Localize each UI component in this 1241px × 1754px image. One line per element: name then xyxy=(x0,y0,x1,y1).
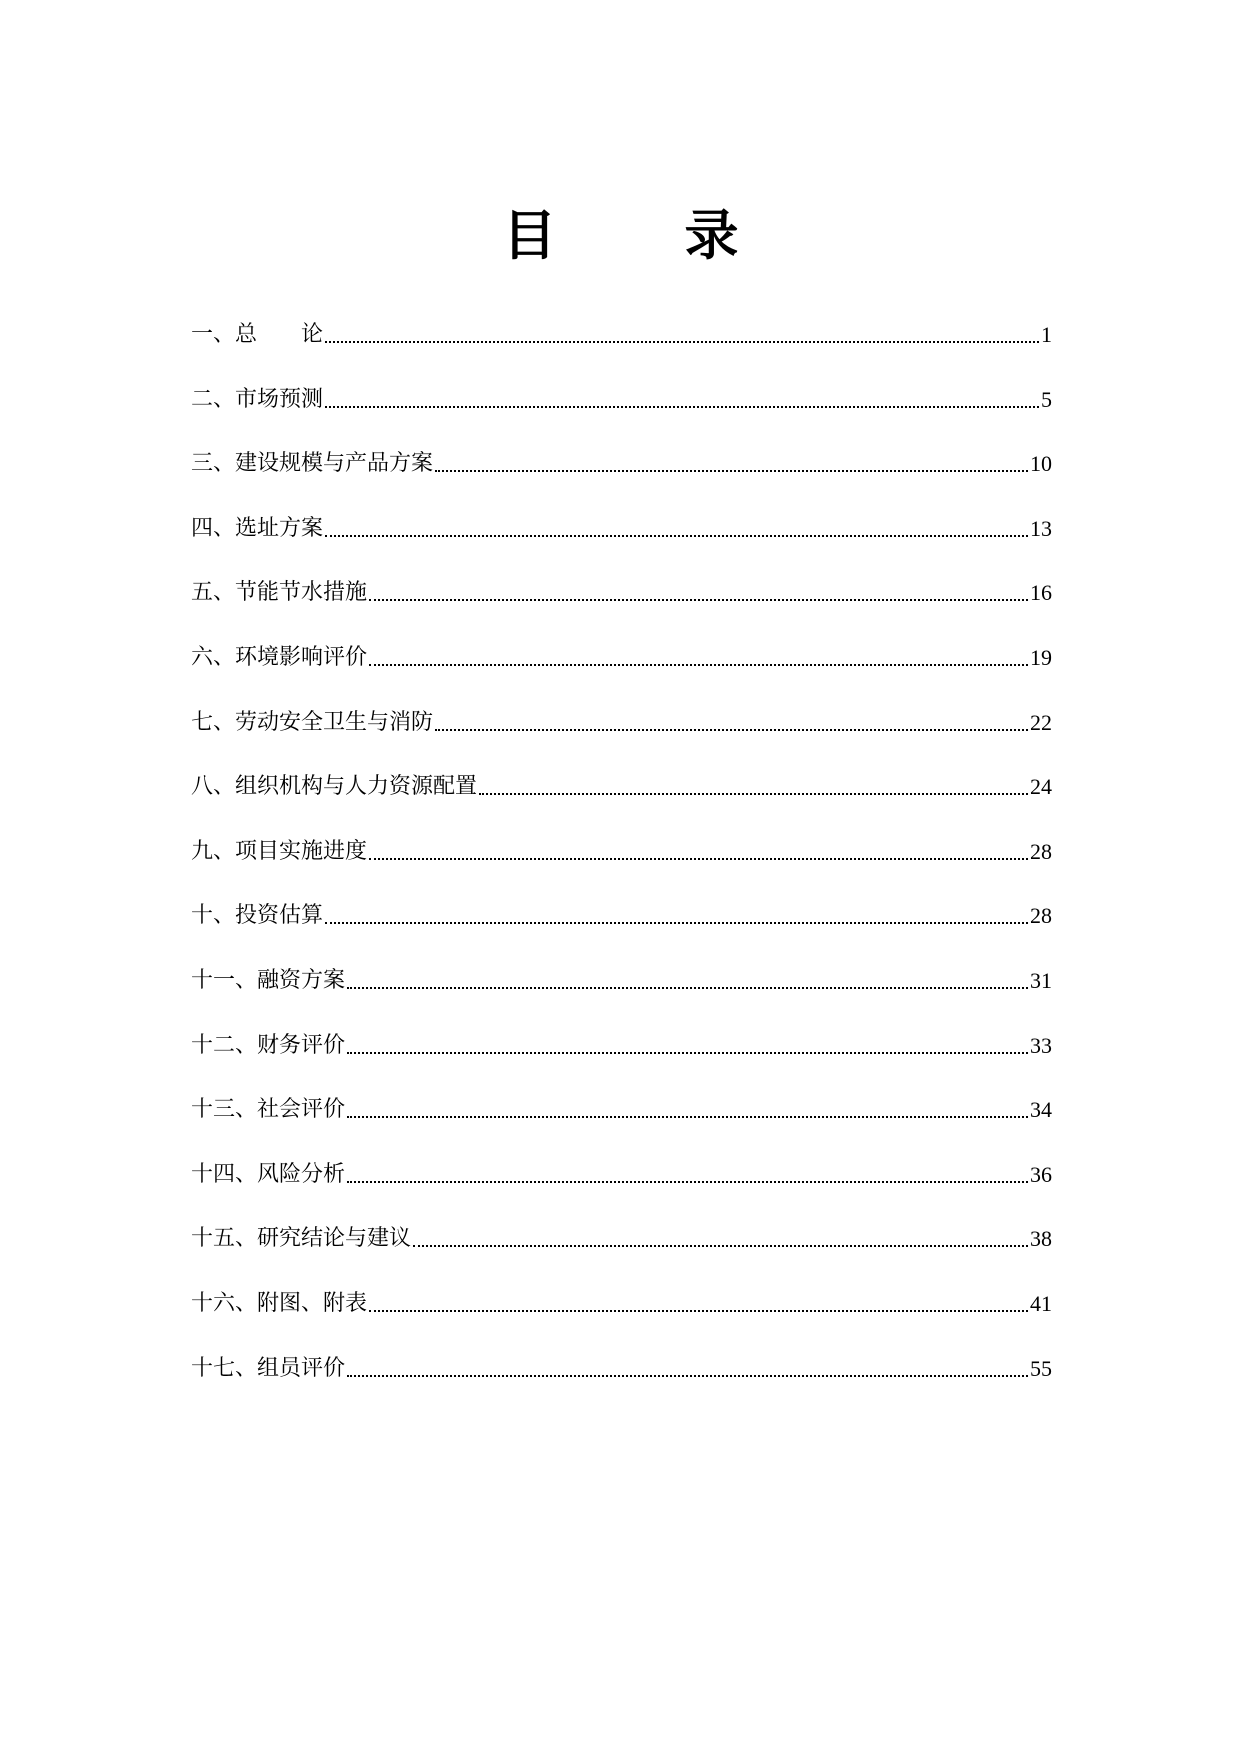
toc-dot-leader xyxy=(369,642,1028,666)
toc-entry-page-number: 13 xyxy=(1030,515,1052,541)
toc-entry-title: 三、建设规模与产品方案 xyxy=(191,451,434,477)
toc-entry-page-number: 24 xyxy=(1030,774,1052,800)
toc-entry[interactable] xyxy=(191,384,1052,449)
toc-entry[interactable] xyxy=(191,1159,1052,1224)
toc-dot-leader xyxy=(347,1094,1028,1118)
toc-entry-title: 七、劳动安全卫生与消防 xyxy=(191,709,434,735)
toc-entry[interactable] xyxy=(191,836,1052,901)
toc-entry-page-number: 34 xyxy=(1030,1097,1052,1123)
page-title xyxy=(0,204,1241,268)
toc-dot-leader xyxy=(325,319,1039,343)
toc-dot-leader xyxy=(369,1288,1028,1312)
toc-entry-title: 六、环境影响评价 xyxy=(191,644,368,670)
toc-entry-title: 十四、风险分析 xyxy=(191,1161,346,1187)
toc-dot-leader xyxy=(347,1030,1028,1054)
toc-entry[interactable] xyxy=(191,577,1052,642)
toc-dot-leader xyxy=(325,384,1039,408)
toc-entry-page-number: 41 xyxy=(1030,1290,1052,1316)
toc-entry-page-number: 31 xyxy=(1030,967,1052,993)
toc-entry-title: 十二、财务评价 xyxy=(191,1032,346,1058)
toc-entry[interactable] xyxy=(191,900,1052,965)
toc-entry-title: 二、市场预测 xyxy=(191,386,324,412)
toc-entry-title: 九、项目实施进度 xyxy=(191,838,368,864)
toc-entry[interactable] xyxy=(191,513,1052,578)
toc-entry-page-number: 36 xyxy=(1030,1161,1052,1187)
toc-entry-title: 一、总 论 xyxy=(191,322,324,347)
toc-entry-page-number: 28 xyxy=(1030,838,1052,864)
table-of-contents xyxy=(191,319,1052,1417)
toc-entry[interactable] xyxy=(191,1030,1052,1095)
toc-dot-leader xyxy=(347,965,1028,989)
toc-entry-page-number: 10 xyxy=(1030,451,1052,477)
toc-entry[interactable] xyxy=(191,642,1052,707)
toc-entry-title: 十三、社会评价 xyxy=(191,1097,346,1123)
toc-dot-leader xyxy=(369,836,1028,860)
toc-dot-leader xyxy=(347,1159,1028,1183)
toc-dot-leader xyxy=(435,448,1028,472)
toc-entry-page-number: 22 xyxy=(1030,709,1052,735)
toc-entry-title: 十七、组员评价 xyxy=(191,1355,346,1381)
toc-entry[interactable] xyxy=(191,1353,1052,1418)
toc-entry[interactable] xyxy=(191,1288,1052,1353)
toc-entry[interactable] xyxy=(191,1094,1052,1159)
toc-entry-page-number: 16 xyxy=(1030,580,1052,606)
toc-dot-leader xyxy=(435,707,1028,731)
toc-entry-page-number: 19 xyxy=(1030,644,1052,670)
toc-entry-page-number: 1 xyxy=(1041,322,1052,347)
toc-entry-page-number: 38 xyxy=(1030,1226,1052,1252)
toc-entry-title: 十、投资估算 xyxy=(191,903,324,929)
toc-dot-leader xyxy=(479,771,1028,795)
toc-entry[interactable] xyxy=(191,448,1052,513)
toc-entry-title: 十一、融资方案 xyxy=(191,967,346,993)
toc-entry-title: 五、节能节水措施 xyxy=(191,580,368,606)
toc-dot-leader xyxy=(413,1223,1028,1247)
toc-entry[interactable] xyxy=(191,1223,1052,1288)
page-title-char-2: 录 xyxy=(684,204,739,268)
toc-entry-title: 八、组织机构与人力资源配置 xyxy=(191,774,478,800)
toc-entry-title: 四、选址方案 xyxy=(191,515,324,541)
toc-dot-leader xyxy=(369,577,1028,601)
toc-entry-page-number: 28 xyxy=(1030,903,1052,929)
page-title-char-1: 目 xyxy=(502,204,557,268)
toc-entry-page-number: 55 xyxy=(1030,1355,1052,1381)
toc-entry[interactable] xyxy=(191,965,1052,1030)
toc-entry[interactable] xyxy=(191,707,1052,772)
toc-dot-leader xyxy=(325,513,1028,537)
toc-entry-page-number: 5 xyxy=(1041,386,1052,412)
toc-entry[interactable] xyxy=(191,319,1052,384)
toc-entry-title: 十六、附图、附表 xyxy=(191,1290,368,1316)
toc-entry-page-number: 33 xyxy=(1030,1032,1052,1058)
toc-entry[interactable] xyxy=(191,771,1052,836)
toc-entry-title: 十五、研究结论与建议 xyxy=(191,1226,412,1252)
toc-dot-leader xyxy=(325,900,1028,924)
toc-dot-leader xyxy=(347,1353,1028,1377)
